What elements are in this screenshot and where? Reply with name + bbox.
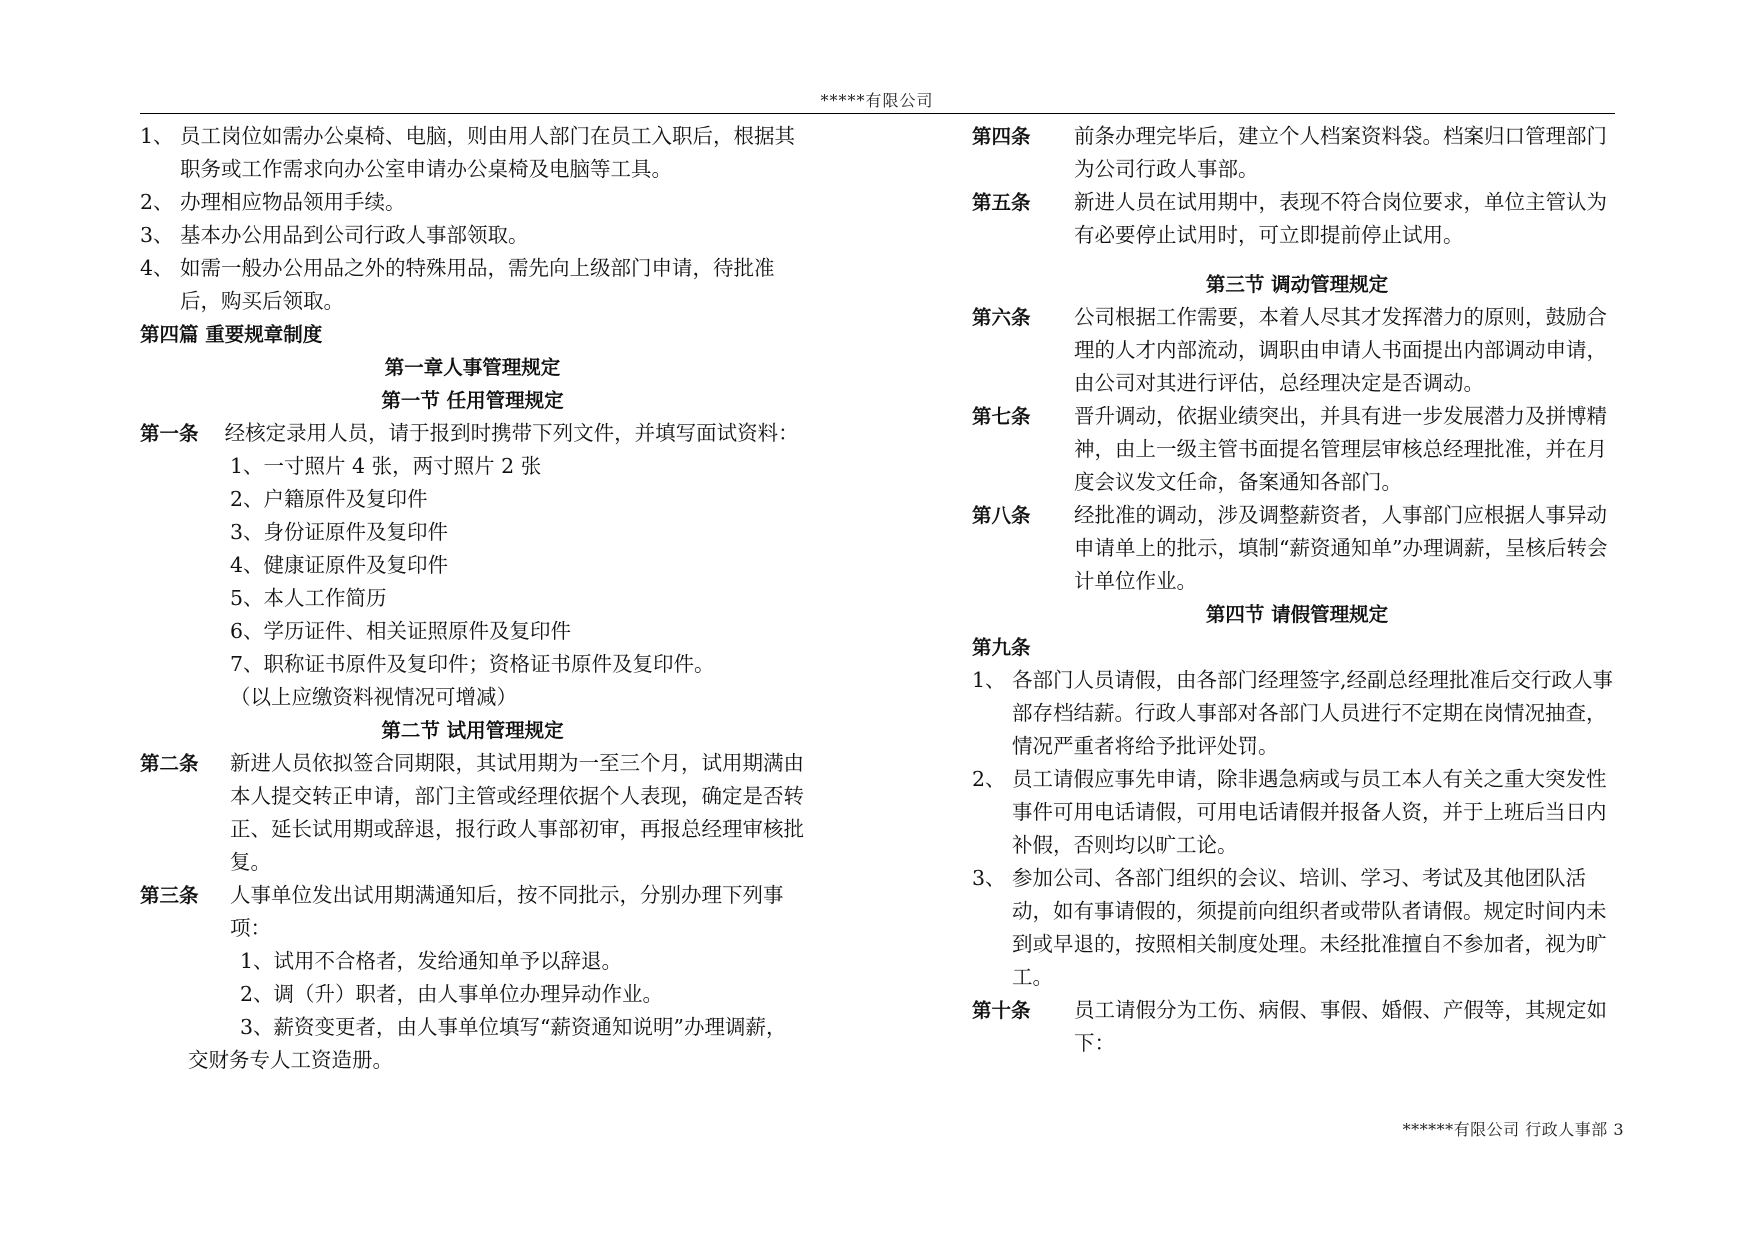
right-column [972, 120, 1622, 1060]
part-heading: 第四篇 重要规章制度 [140, 323, 323, 346]
list-item: 2、 办理相应物品领用手续。 [140, 190, 406, 214]
article-5: 第五条 新进人员在试用期中，表现不符合岗位要求，单位主管认为有必要停止试用时，可立即提前停止试用。 [972, 190, 1607, 247]
article-3: 第三条 人事单位发出试用期满通知后，按不同批示，分别办理下列事项： [140, 883, 784, 940]
list-item: 3、薪资变更者，由人事单位填写“薪资通知说明”办理调薪，交财务专人工资造册。 [188, 1015, 787, 1072]
article-4: 第四条 前条办理完毕后，建立个人档案资料袋。档案归口管理部门为公司行政人事部。 [972, 124, 1607, 181]
list-item: 7、职称证书原件及复印件；资格证书原件及复印件。 [230, 652, 715, 676]
list-item: 2、调（升）职者，由人事单位办理异动作业。 [240, 982, 664, 1006]
section-heading: 第二节 试用管理规定 [381, 719, 564, 742]
list-item: 1、 各部门人员请假，由各部门经理签字,经副总经理批准后交行政人事部存档结薪。行政人事部对各部门人员进行不定期在岗情况抽查，情况严重者将给予批评处罚。 [972, 668, 1614, 758]
list-item: 4、健康证原件及复印件 [230, 553, 449, 577]
list-item: 6、学历证件、相关证照原件及复印件 [230, 619, 572, 643]
article-2: 第二条 新进人员依拟签合同期限，其试用期为一至三个月，试用期满由本人提交转正申请，部门主管或经理依据个人表现，确定是否转正、延长试用期或辞退，报行政人事部初审，再报总经理审核批复。 [140, 751, 804, 874]
section-heading: 第四节 请假管理规定 [1205, 603, 1389, 626]
list-item: 2、户籍原件及复印件 [230, 487, 428, 511]
section-heading: 第三节 调动管理规定 [1205, 273, 1389, 296]
page-footer: ******有限公司 行政人事部 3 [1402, 1120, 1624, 1139]
list-item: 5、本人工作简历 [230, 586, 387, 610]
list-item: 1、 员工岗位如需办公桌椅、电脑，则由用人部门在员工入职后，根据其职务或工作需求向办公室申请办公桌椅及电脑等工具。 [140, 124, 795, 181]
list-item: 3、 基本办公用品到公司行政人事部领取。 [140, 223, 529, 247]
header-rule [140, 113, 1615, 114]
list-item: 4、 如需一般办公用品之外的特殊用品，需先向上级部门申请，待批准后，购买后领取。 [140, 256, 775, 313]
section-heading: 第一节 任用管理规定 [381, 389, 564, 412]
chapter-heading: 第一章人事管理规定 [384, 356, 561, 379]
note-text: （以上应缴资料视情况可增减） [230, 685, 517, 709]
list-item: 1、试用不合格者，发给通知单予以辞退。 [240, 949, 623, 973]
article-9-label: 第九条 [972, 636, 1031, 659]
list-item: 3、 参加公司、各部门组织的会议、培训、学习、考试及其他团队活动，如有事请假的，须提前向组织者或带队者请假。规定时间内未到或早退的，按照相关制度处理。未经批准擅自不参加者，视为旷工。 [972, 866, 1607, 989]
left-column [140, 120, 805, 1077]
list-item: 2、 员工请假应事先申请，除非遇急病或与员工本人有关之重大突发性事件可用电话请假，可用电话请假并报备人资，并于上班后当日内补假，否则均以旷工论。 [972, 767, 1607, 857]
spacer [972, 252, 1622, 268]
article-6: 第六条 公司根据工作需要，本着人尽其才发挥潜力的原则，鼓励合理的人才内部流动，调职由申请人书面提出内部调动申请，由公司对其进行评估，总经理决定是否调动。 [972, 305, 1607, 395]
article-7: 第七条 晋升调动，依据业绩突出，并具有进一步发展潜力及拼博精神，由上一级主管书面提名管理层审核总经理批准，并在月度会议发文任命，备案通知各部门。 [972, 404, 1607, 494]
article-1: 第一条 经核定录用人员，请于报到时携带下列文件，并填写面试资料： [140, 421, 799, 445]
list-item: 3、身份证原件及复印件 [230, 520, 449, 544]
list-item: 1、一寸照片 4 张，两寸照片 2 张 [230, 454, 542, 478]
article-10: 第十条 员工请假分为工伤、病假、事假、婚假、产假等，其规定如下： [972, 998, 1607, 1055]
page-header: *****有限公司 [820, 91, 934, 110]
article-8: 第八条 经批准的调动，涉及调整薪资者，人事部门应根据人事异动申请单上的批示，填制“薪资通知单”办理调薪，呈核后转会计单位作业。 [972, 503, 1608, 593]
